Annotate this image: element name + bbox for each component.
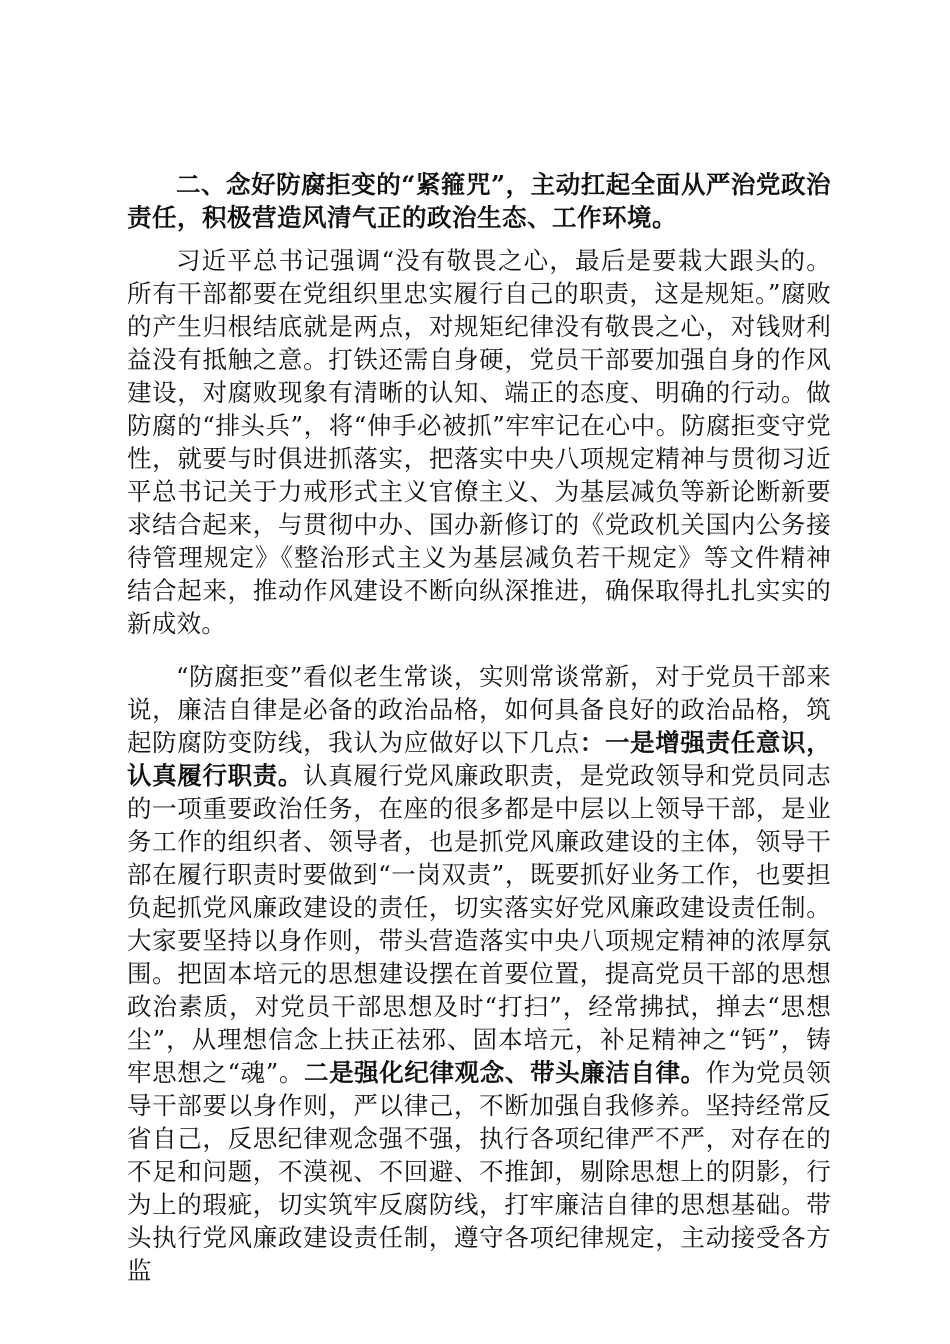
section-heading: 二、念好防腐拒变的“紧箍咒”，主动扛起全面从严治党政治责任，积极营造风清气正的政治生态、工作环境。 [127,170,831,232]
point-1-title: ：一是增强责任意识，认真履行职责。 [127,728,831,790]
point-1-body: 认真履行党风廉政职责，是党政领导和党员同志的一项重要政治任务，在座的很多都是中层以上领导干部，是业务工作的组织者、领导者，也是抓党风廉政建设的主体，领导干部在履行职责时要做到“一岗双责”，既要抓好业务工作，也要担负起抓党风廉政建设的责任，切实落实好党风廉政建设责任制。大家要坚持以身作则，带头营造落实中央八项规定精神的浓厚氛围。把固本培元的思想建设摆在首要位置，提高党员干部的思想政治素质，对党员干部思想及时“打扫”，经常拂拭，掸去“思想尘”，从理想信念上扶正祛邪、固本培元，补足精神之“钙”，铸牢思想之“魂”。 [127,761,831,1087]
body-paragraph-1: 习近平总书记强调“没有敬畏之心，最后是要栽大跟头的。所有干部都要在党组织里忠实履行自己的职责，这是规矩。”腐败的产生归根结底就是两点，对规矩纪律没有敬畏之心，对钱财利益没有抵触之意。打铁还需自身硬，党员干部要加强自身的作风建设，对腐败现象有清晰的认知、端正的态度、明确的行动。做防腐的“排头兵”，将“伸手必被抓”牢牢记在心中。防腐拒变守党性，就要与时俱进抓落实，把落实中央八项规定精神与贯彻习近平总书记关于力戒形式主义官僚主义、为基层减负等新论断新要求结合起来，与贯彻中办、国办新修订的《党政机关国内公务接待管理规定》《整治形式主义为基层减负若干规定》等文件精神结合起来，推动作风建设不断向纵深推进，确保取得扎扎实实的新成效。 [127,246,831,638]
paragraph-2-intro: “防腐拒变”看似老生常谈，实则常谈常新，对于党员干部来说，廉洁自律是必备的政治品格，如何具备良好的政治品格，筑起防腐防变防线，我认为应做好以下几点 [127,662,831,757]
point-2-title: 二是强化纪律观念、带头廉洁自律。 [303,1058,706,1087]
point-2-body: 作为党员领导干部要以身作则，严以律己，不断加强自我修养。坚持经常反省自己，反思纪律观念强不强，执行各项纪律严不严，对存在的不足和问题，不漠视、不回避、不推卸，剔除思想上的阴影，行为上的瑕疵，切实筑牢反腐防线，打牢廉洁自律的思想基础。带头执行党风廉政建设责任制，遵守各项纪律规定，主动接受各方监 [127,1058,831,1285]
document-page [127,168,831,1307]
body-paragraph-2 [127,660,831,1287]
